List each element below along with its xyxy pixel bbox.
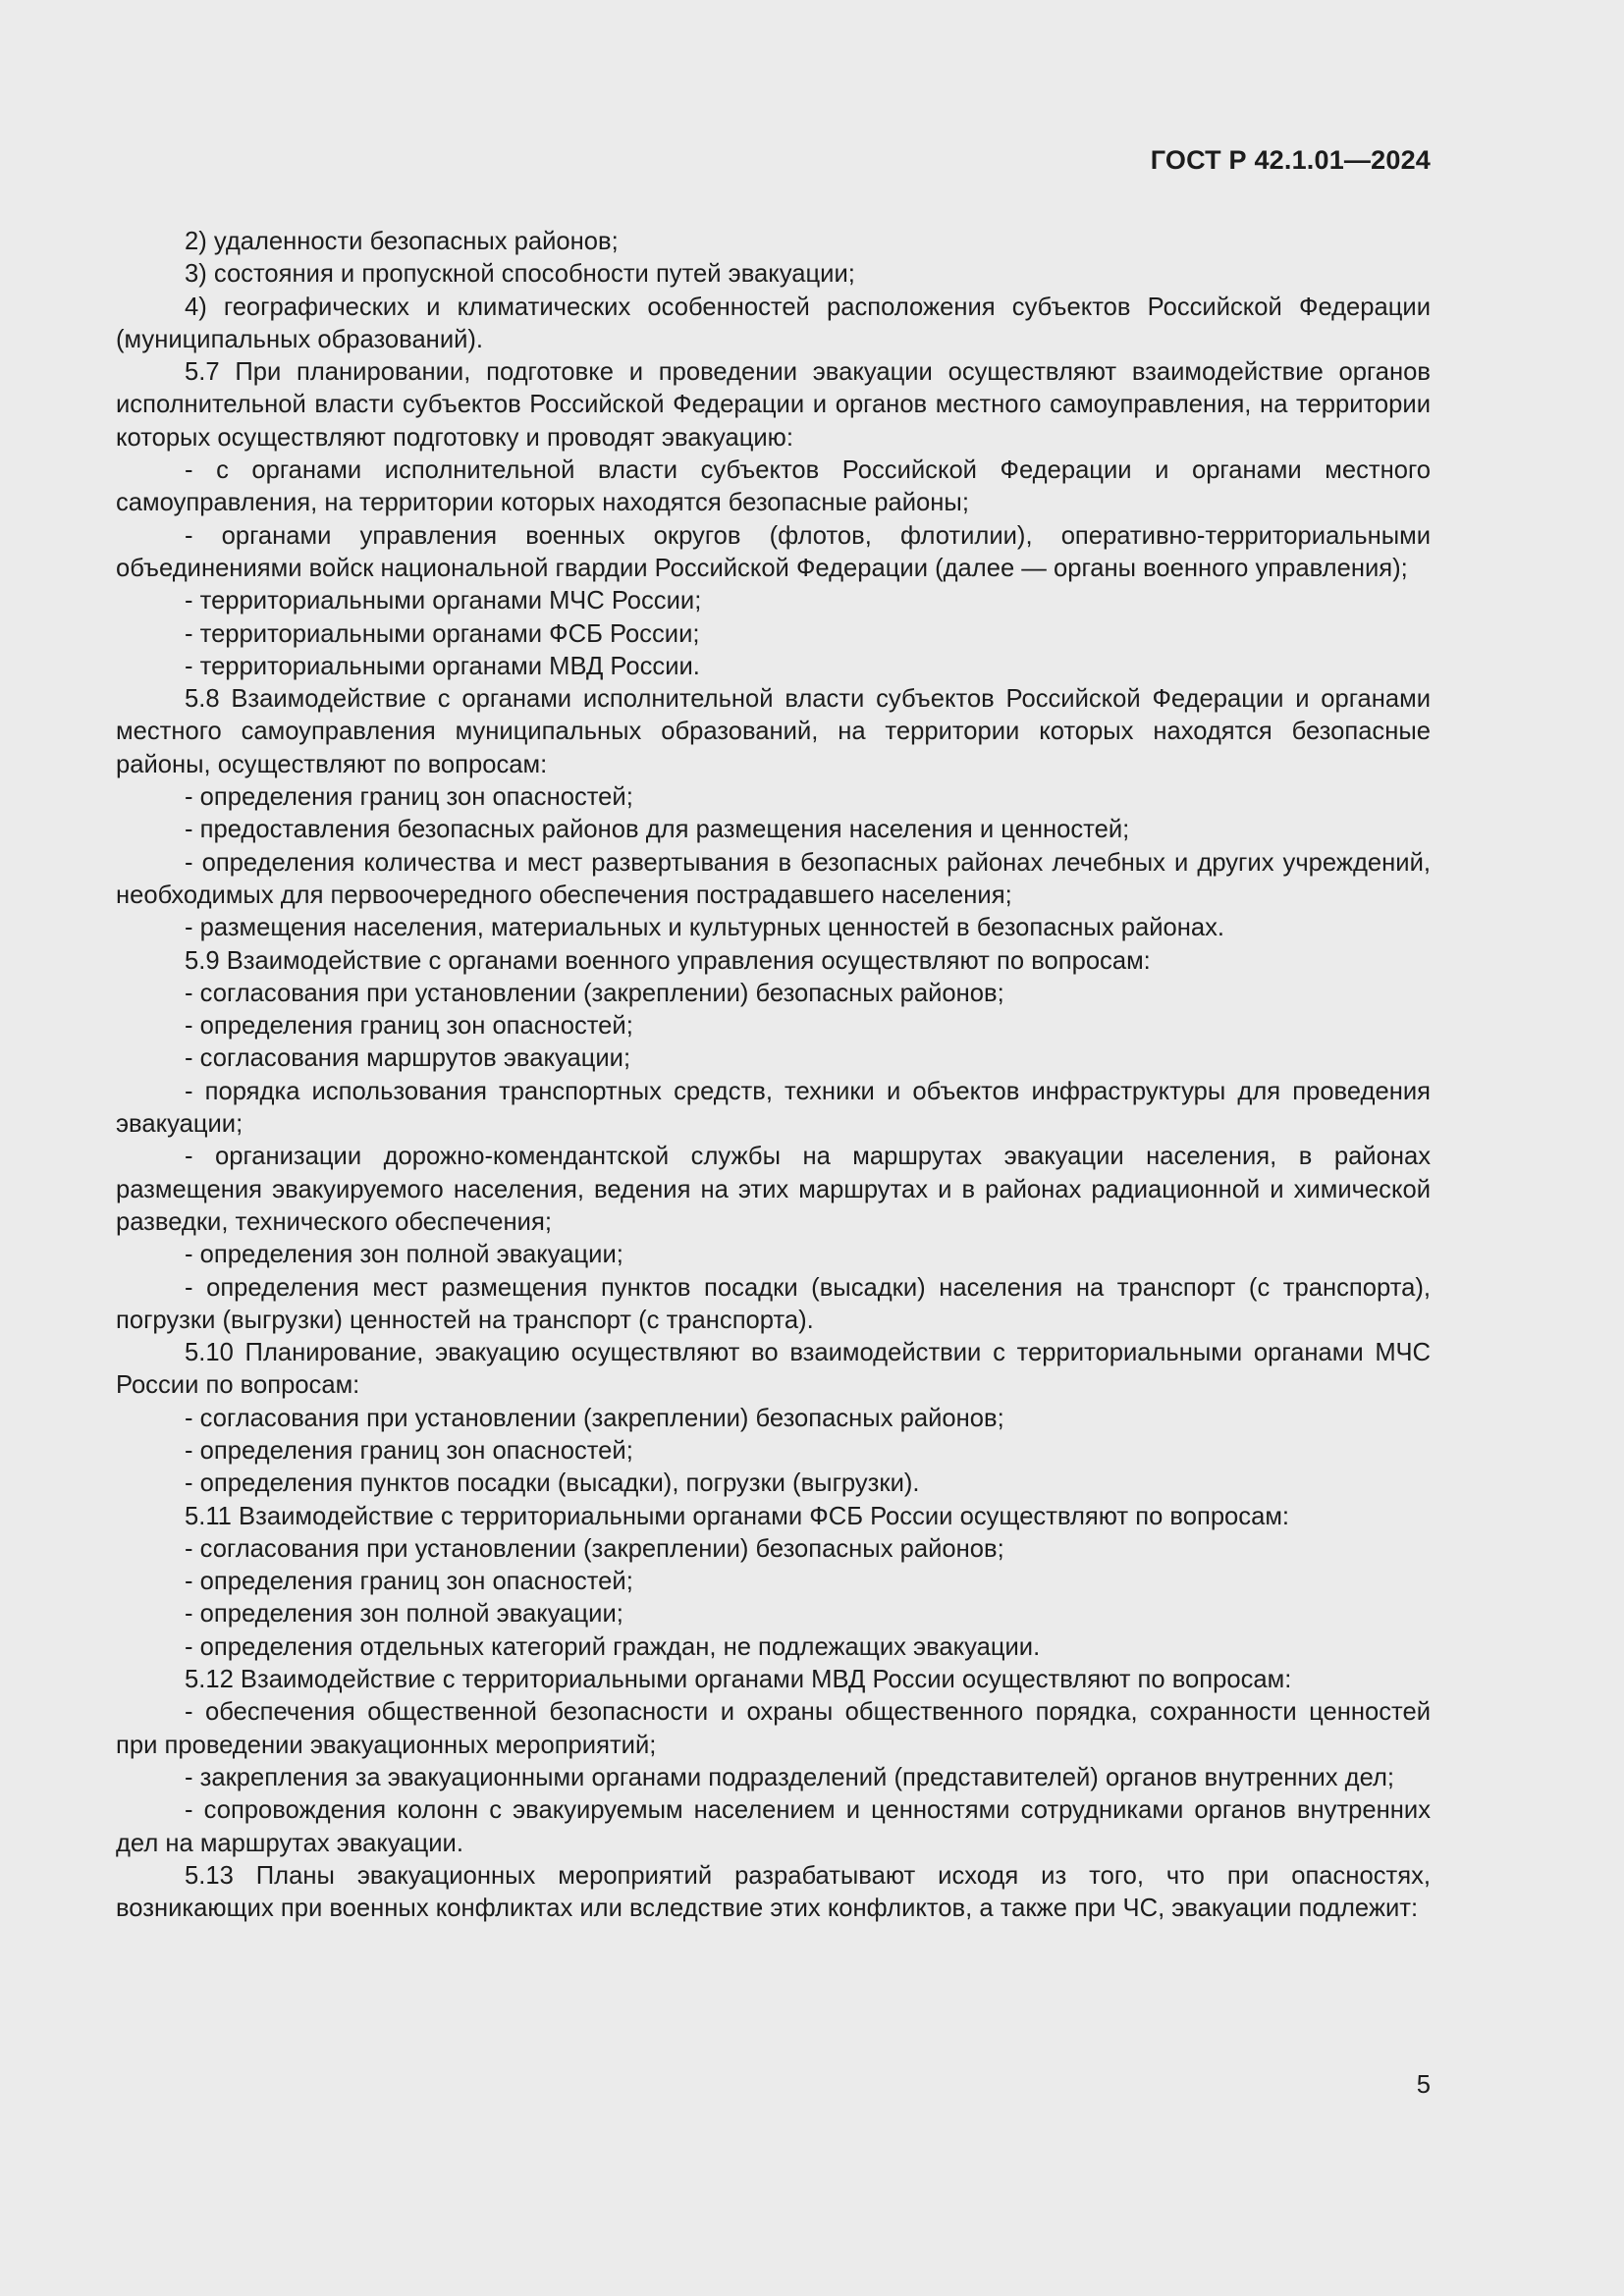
body-paragraph: 5.9 Взаимодействие с органами военного управления осуществляют по вопросам: [185,946,1151,975]
body-paragraph: - определения количества и мест развертывания в безопасных районах лечебных и других учреждений, необходимых для первоочередного обеспечения пострадавшего населения; [116,848,1431,909]
body-paragraph: - органами управления военных округов (флотов, флотилии), оперативно-территориальными объединениями войск национальной гвардии Российской Федерации (далее — органы военного управления); [116,521,1431,582]
body-paragraph: - согласования при установлении (закреплении) безопасных районов; [185,1534,1004,1563]
body-paragraph: - определения границ зон опасностей; [185,1012,633,1041]
body-paragraph: - согласования при установлении (закреплении) безопасных районов; [185,1404,1004,1432]
body-paragraph: - размещения населения, материальных и культурных ценностей в безопасных районах. [185,914,1225,942]
body-paragraph: - порядка использования транспортных средств, техники и объектов инфраструктуры для проведения эвакуации; [116,1077,1431,1139]
body-paragraph: - определения отдельных категорий граждан, не подлежащих эвакуации. [185,1632,1041,1661]
body-paragraph: - определения границ зон опасностей; [185,1568,633,1596]
body-paragraph: - закрепления за эвакуационными органами подразделений (представителей) органов внутренних дел; [185,1763,1395,1791]
body-paragraph: 5.11 Взаимодействие с территориальными органами ФСБ России осуществляют по вопросам: [185,1502,1290,1530]
body-paragraph: - определения границ зон опасностей; [185,1436,633,1465]
body-paragraph: - определения пунктов посадки (высадки), погрузки (выгрузки). [185,1469,920,1498]
page-number: 5 [1416,2071,1431,2099]
body-paragraph: - определения границ зон опасностей; [185,783,633,812]
body-paragraph: - сопровождения колонн с эвакуируемым населением и ценностями сотрудниками органов внутренних дел на маршрутах эвакуации. [116,1796,1431,1857]
body-paragraph: - определения мест размещения пунктов посадки (высадки) населения на транспорт (с транспорта), погрузки (выгрузки) ценностей на транспорт (с транспорта). [116,1273,1431,1334]
body-paragraph: - территориальными органами МЧС России; [185,587,702,615]
document-code-header: ГОСТ Р 42.1.01—2024 [1150,145,1431,175]
body-paragraph: 5.10 Планирование, эвакуацию осуществляют во взаимодействии с территориальными органами МЧС России по вопросам: [116,1339,1431,1400]
body-paragraph: 5.13 Планы эвакуационных мероприятий разрабатывают исходя из того, что при опасностях, возникающих при военных конфликтах или вследствие этих конфликтов, а также при ЧС, эвакуации подлежит: [116,1861,1431,1923]
body-paragraph: - организации дорожно-комендантской службы на маршрутах эвакуации населения, в районах размещения эвакуируемого населения, ведения на этих маршрутах и в районах радиационной и химической разведки, технического обеспечения; [116,1143,1431,1236]
body-paragraph: 5.7 При планировании, подготовке и проведении эвакуации осуществляют взаимодействие органов исполнительной власти субъектов Российской Федерации и органов местного самоуправления, на территории которых осуществляют подготовку и проводят эвакуацию: [116,358,1431,452]
body-paragraph: - территориальными органами МВД России. [185,652,700,680]
body-paragraph: 2) удаленности безопасных районов; [185,228,619,255]
body-paragraph: - территориальными органами ФСБ России; [185,619,700,648]
body-paragraph: 4) географических и климатических особенностей расположения субъектов Российской Федерации (муниципальных образований). [116,293,1431,353]
body-paragraph: - обеспечения общественной безопасности и охраны общественного порядка, сохранности ценностей при проведении эвакуационных мероприятий; [116,1698,1431,1759]
body-paragraph: - согласования маршрутов эвакуации; [185,1044,631,1073]
body-paragraph: 5.8 Взаимодействие с органами исполнительной власти субъектов Российской Федерации и органами местного самоуправления муниципальных образований, на территории которых находятся безопасные районы, осуществляют по вопросам: [116,685,1431,778]
body-paragraph: 3) состояния и пропускной способности путей эвакуации; [185,260,855,289]
body-paragraph: - согласования при установлении (закреплении) безопасных районов; [185,979,1004,1007]
document-body [116,226,1431,1925]
body-paragraph: - с органами исполнительной власти субъектов Российской Федерации и органами местного самоуправления, на территории которых находятся безопасные районы; [116,456,1431,517]
body-paragraph: 5.12 Взаимодействие с территориальными органами МВД России осуществляют по вопросам: [185,1666,1292,1694]
body-paragraph: - предоставления безопасных районов для размещения населения и ценностей; [185,816,1130,844]
body-paragraph: - определения зон полной эвакуации; [185,1241,623,1269]
body-paragraph: - определения зон полной эвакуации; [185,1600,623,1629]
